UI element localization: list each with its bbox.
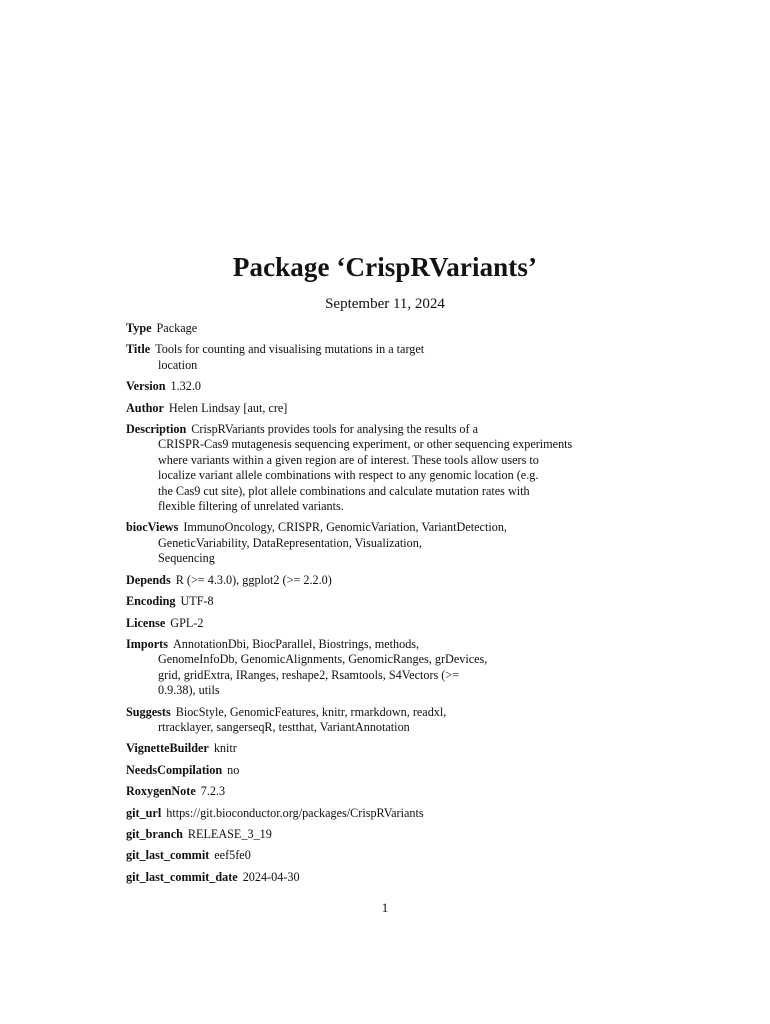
field-value-line: RELEASE_3_19 — [187, 826, 272, 841]
field-key: git_url — [126, 805, 162, 820]
field-key: Author — [126, 400, 164, 415]
field-key: VignetteBuilder — [126, 741, 209, 756]
field-value-line: location — [158, 357, 198, 372]
field-git-url — [126, 806, 606, 821]
field-title — [126, 342, 606, 373]
field-key: NeedsCompilation — [126, 762, 223, 777]
page-number: 1 — [381, 900, 389, 915]
field-value-line: GenomeInfoDb, GenomicAlignments, GenomicRanges, grDevices, — [158, 652, 488, 667]
field-vignettebuilder — [126, 741, 606, 756]
field-value-line: 2024-04-30 — [242, 869, 300, 884]
field-value-line: where variants within a given region are of interest. These tools allow users to — [158, 452, 539, 467]
field-value-line: knitr — [213, 741, 237, 756]
field-value-line: UTF-8 — [180, 594, 214, 609]
field-author — [126, 401, 606, 416]
field-git-last-commit — [126, 848, 606, 863]
field-key: RoxygenNote — [126, 784, 196, 799]
field-key: git_last_commit_date — [126, 869, 238, 884]
field-key: Encoding — [126, 594, 176, 609]
field-value-line: GPL-2 — [170, 615, 204, 630]
field-imports — [126, 637, 606, 699]
field-value-line: Helen Lindsay [aut, cre] — [168, 400, 288, 415]
field-type — [126, 321, 606, 336]
field-key: Imports — [126, 636, 168, 651]
field-key: biocViews — [126, 520, 179, 535]
field-value-line: Package — [156, 321, 198, 335]
field-value-line: R (>= 4.3.0), ggplot2 (>= 2.2.0) — [175, 572, 332, 587]
field-value-line: https://git.bioconductor.org/packages/CrispRVariants — [166, 805, 424, 820]
field-value-line: the Cas9 cut site), plot allele combinations and calculate mutation rates with — [158, 483, 530, 498]
field-key: git_last_commit — [126, 848, 210, 863]
document-date: September 11, 2024 — [325, 296, 445, 312]
field-biocviews — [126, 520, 606, 566]
field-value-line: eef5fe0 — [214, 848, 251, 863]
field-key: Type — [126, 321, 152, 335]
field-value-line: BiocStyle, GenomicFeatures, knitr, rmarkdown, readxl, — [175, 704, 447, 719]
field-value-line: Sequencing — [158, 551, 215, 566]
field-license — [126, 616, 606, 631]
field-value-line: CRISPR-Cas9 mutagenesis sequencing experiment, or other sequencing experiments — [158, 437, 573, 452]
field-value-line: CrispRVariants provides tools for analysing the results of a — [191, 422, 479, 437]
field-key: Depends — [126, 572, 171, 587]
field-key: git_branch — [126, 826, 183, 841]
field-value-line: ImmunoOncology, CRISPR, GenomicVariation, VariantDetection, — [183, 520, 507, 535]
field-depends — [126, 573, 606, 588]
field-value-line: grid, gridExtra, IRanges, reshape2, Rsamtools, S4Vectors (>= — [158, 667, 460, 682]
field-value-line: 7.2.3 — [200, 784, 226, 799]
field-suggests — [126, 705, 606, 736]
field-value-line: 0.9.38), utils — [158, 683, 220, 698]
field-value-line: flexible filtering of unrelated variants. — [158, 499, 344, 514]
field-roxygennote — [126, 784, 606, 799]
field-value-line: GeneticVariability, DataRepresentation, Visualization, — [158, 535, 422, 550]
field-needscompilation — [126, 763, 606, 778]
field-key: Version — [126, 379, 166, 394]
field-key: Suggests — [126, 704, 171, 719]
field-key: License — [126, 615, 166, 630]
page-title: Package ‘CrispRVariants’ — [232, 252, 538, 282]
field-git-last-commit-date — [126, 870, 606, 885]
field-version — [126, 379, 606, 394]
field-key: Title — [126, 342, 151, 357]
field-value-line: Tools for counting and visualising mutations in a target — [155, 342, 425, 357]
field-value-line: AnnotationDbi, BiocParallel, Biostrings, methods, — [172, 636, 420, 651]
field-value-line: rtracklayer, sangerseqR, testthat, VariantAnnotation — [158, 719, 410, 734]
field-encoding — [126, 594, 606, 609]
field-value-line: 1.32.0 — [170, 379, 201, 394]
field-list — [126, 321, 606, 891]
field-value-line: localize variant allele combinations with respect to any genomic location (e.g. — [158, 468, 539, 483]
field-value-line: no — [227, 762, 240, 777]
field-git-branch — [126, 827, 606, 842]
field-key: Description — [126, 422, 187, 437]
field-description — [126, 422, 606, 514]
